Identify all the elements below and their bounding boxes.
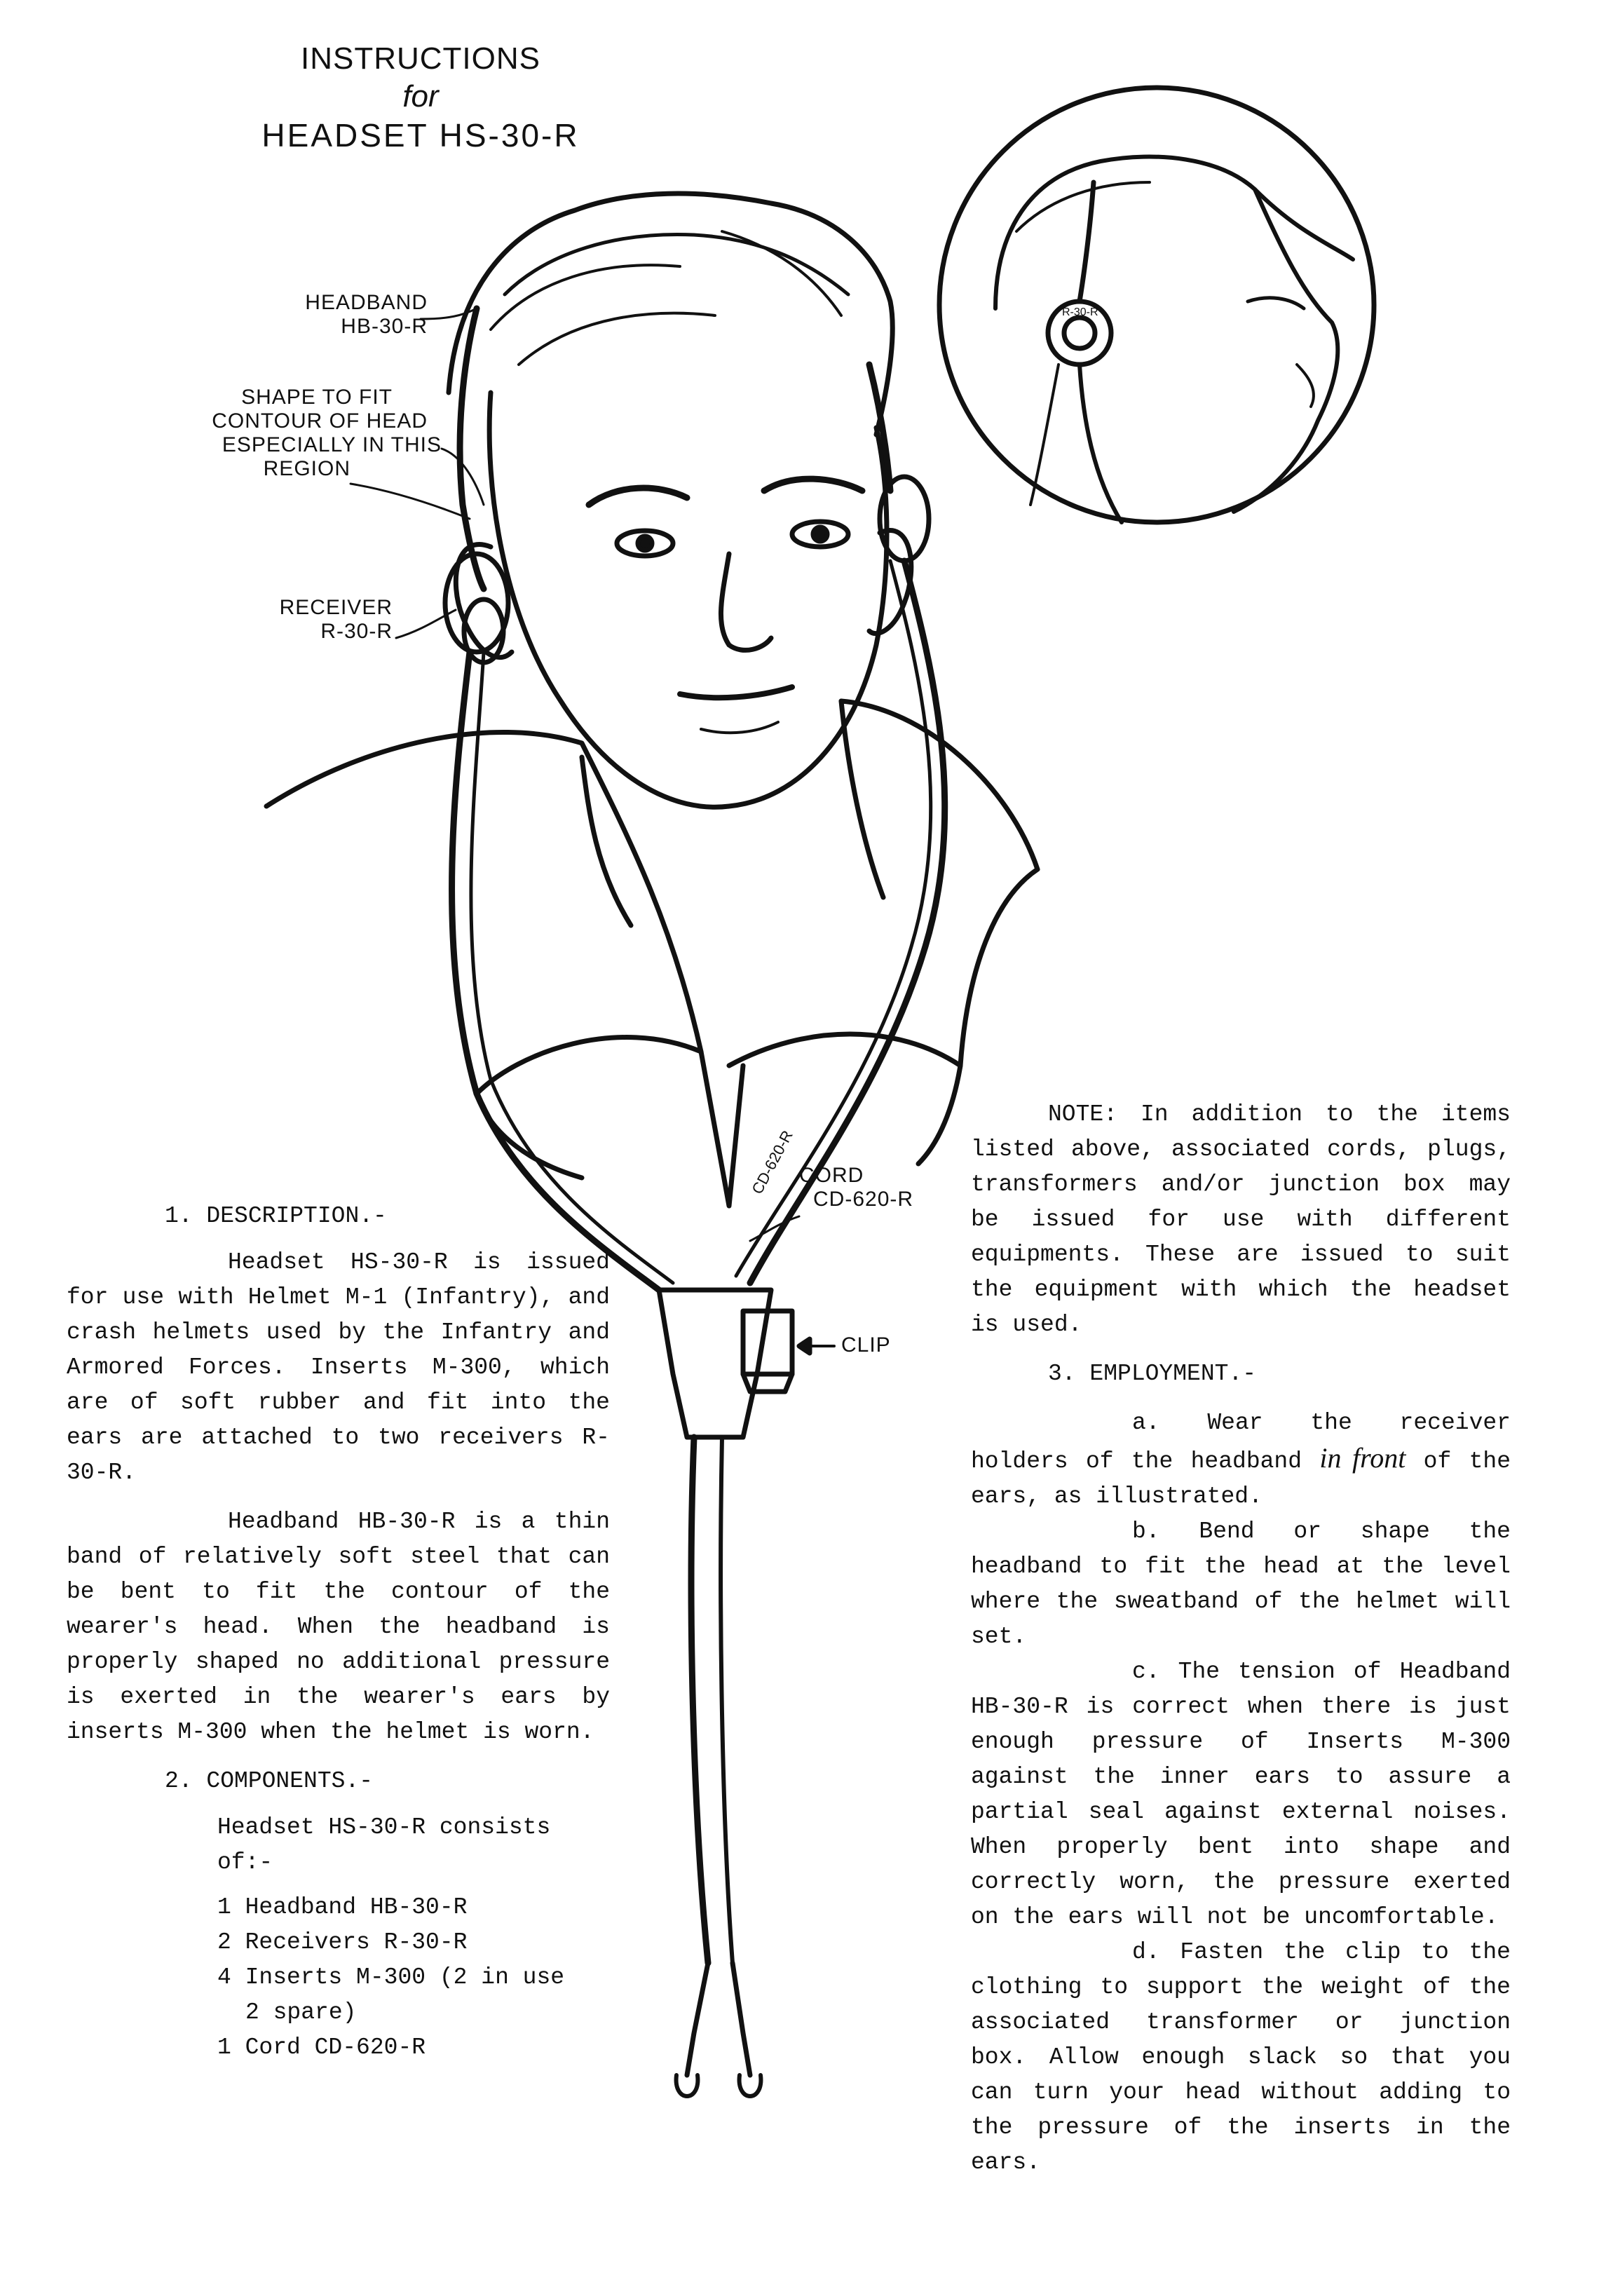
face-outline [489, 393, 887, 807]
mouth [680, 687, 792, 698]
headband-callout [287, 291, 428, 339]
receiver-callout [266, 596, 393, 644]
components-intro-2: of:- [217, 1849, 273, 1875]
list-item: 2 spare) [245, 1999, 357, 2025]
employment-item-b: b. Bend or shape the headband to fit the head at the level where the sweatband of the helmet will set. [971, 1519, 1511, 1650]
employment-item-a [971, 1406, 1511, 1514]
employment-item-d: d. Fasten the clip to the clothing to support the weight of the associated transformer or junction box. Allow enough slack so that you can turn your head without adding to the pressure of the inserts in the ears. [971, 1939, 1511, 2175]
shape-callout [189, 386, 442, 481]
list-item: 1 Headband HB-30-R [217, 1894, 468, 1920]
headband-model: HB-30-R [341, 315, 428, 338]
right-column [971, 1097, 1511, 2180]
title-line-2: for [402, 79, 439, 114]
shape-line-2: CONTOUR OF HEAD [212, 409, 428, 433]
note-paragraph: NOTE: In addition to the items listed above, associated cords, plugs, transformers and/or junction box may be issued for use with different equipments. These are issued to suit the equipment with which the headset is used. [971, 1101, 1511, 1338]
description-heading: 1. DESCRIPTION.- [165, 1203, 387, 1229]
spade-lug-left [676, 2075, 698, 2096]
cord-callout [799, 1164, 913, 1211]
employment-a-text-end: of the ears, as illustrated. [971, 1448, 1511, 1509]
inset-cord [1080, 365, 1122, 522]
lower-cord [691, 1437, 708, 1963]
inset-receiver-marking: R-30-R [1062, 306, 1098, 318]
left-column [67, 1199, 610, 2065]
employment-a-emphasis: in front [1319, 1442, 1406, 1474]
components-heading: 2. COMPONENTS.- [165, 1768, 374, 1794]
list-item: 1 Cord CD-620-R [217, 2035, 426, 2060]
receiver-label: RECEIVER [279, 596, 393, 619]
description-paragraph-1: Headset HS-30-R is issued for use with Helmet M-1 (Infantry), and crash helmets used by the Infantry and Armored Forces. Inserts M-300, which are of soft rubber and fit into the ears are attached to two receivers R-30-R. [67, 1249, 610, 1486]
cord-model: CD-620-R [813, 1188, 914, 1211]
shape-line-4: REGION [263, 457, 351, 480]
eyebrow-right [764, 479, 862, 491]
clip-callout: CLIP [841, 1333, 891, 1357]
headband-label: HEADBAND [305, 291, 428, 314]
title-line-1: INSTRUCTIONS [301, 41, 540, 76]
employment-heading: 3. EMPLOYMENT.- [1048, 1361, 1257, 1387]
list-item: 4 Inserts M-300 (2 in use [217, 1964, 565, 1990]
components-list [67, 1890, 610, 2065]
nose [721, 554, 771, 650]
cord-left [452, 652, 659, 1290]
components-intro-1: Headset HS-30-R consists [217, 1814, 551, 1840]
employment-item-c: c. The tension of Headband HB-30-R is correct when there is just enough pressure of Inserts M-300 against the inner ears to assure a partial seal against external noises. When properly bent into shape and correctly worn, the pressure exerted on the ears will not be uncomfortable. [971, 1659, 1511, 1930]
description-paragraph-2: Headband HB-30-R is a thin band of relatively soft steel that can be bent to fit the contour of the wearer's head. When the headband is properly shaped no additional pressure is exerted in the wearer's ears by inserts M-300 when the helmet is worn. [67, 1509, 610, 1745]
list-item: 2 Receivers R-30-R [217, 1929, 468, 1955]
cord-label: CORD [799, 1164, 864, 1187]
spade-lug-right [740, 2075, 761, 2096]
title-line-3: HEADSET HS-30-R [261, 117, 580, 154]
employment-a-text: a. Wear the receiver holders of the headband [971, 1410, 1511, 1474]
cord-marking: CD-620-R [748, 1127, 796, 1197]
receiver-model: R-30-R [320, 620, 393, 643]
eyebrow-left [589, 488, 687, 505]
shape-line-1: SHAPE TO FIT [241, 386, 393, 409]
shape-line-3: ESPECIALLY IN THIS [222, 433, 442, 456]
inset-circle [939, 88, 1374, 522]
collar-right [729, 701, 1037, 1066]
